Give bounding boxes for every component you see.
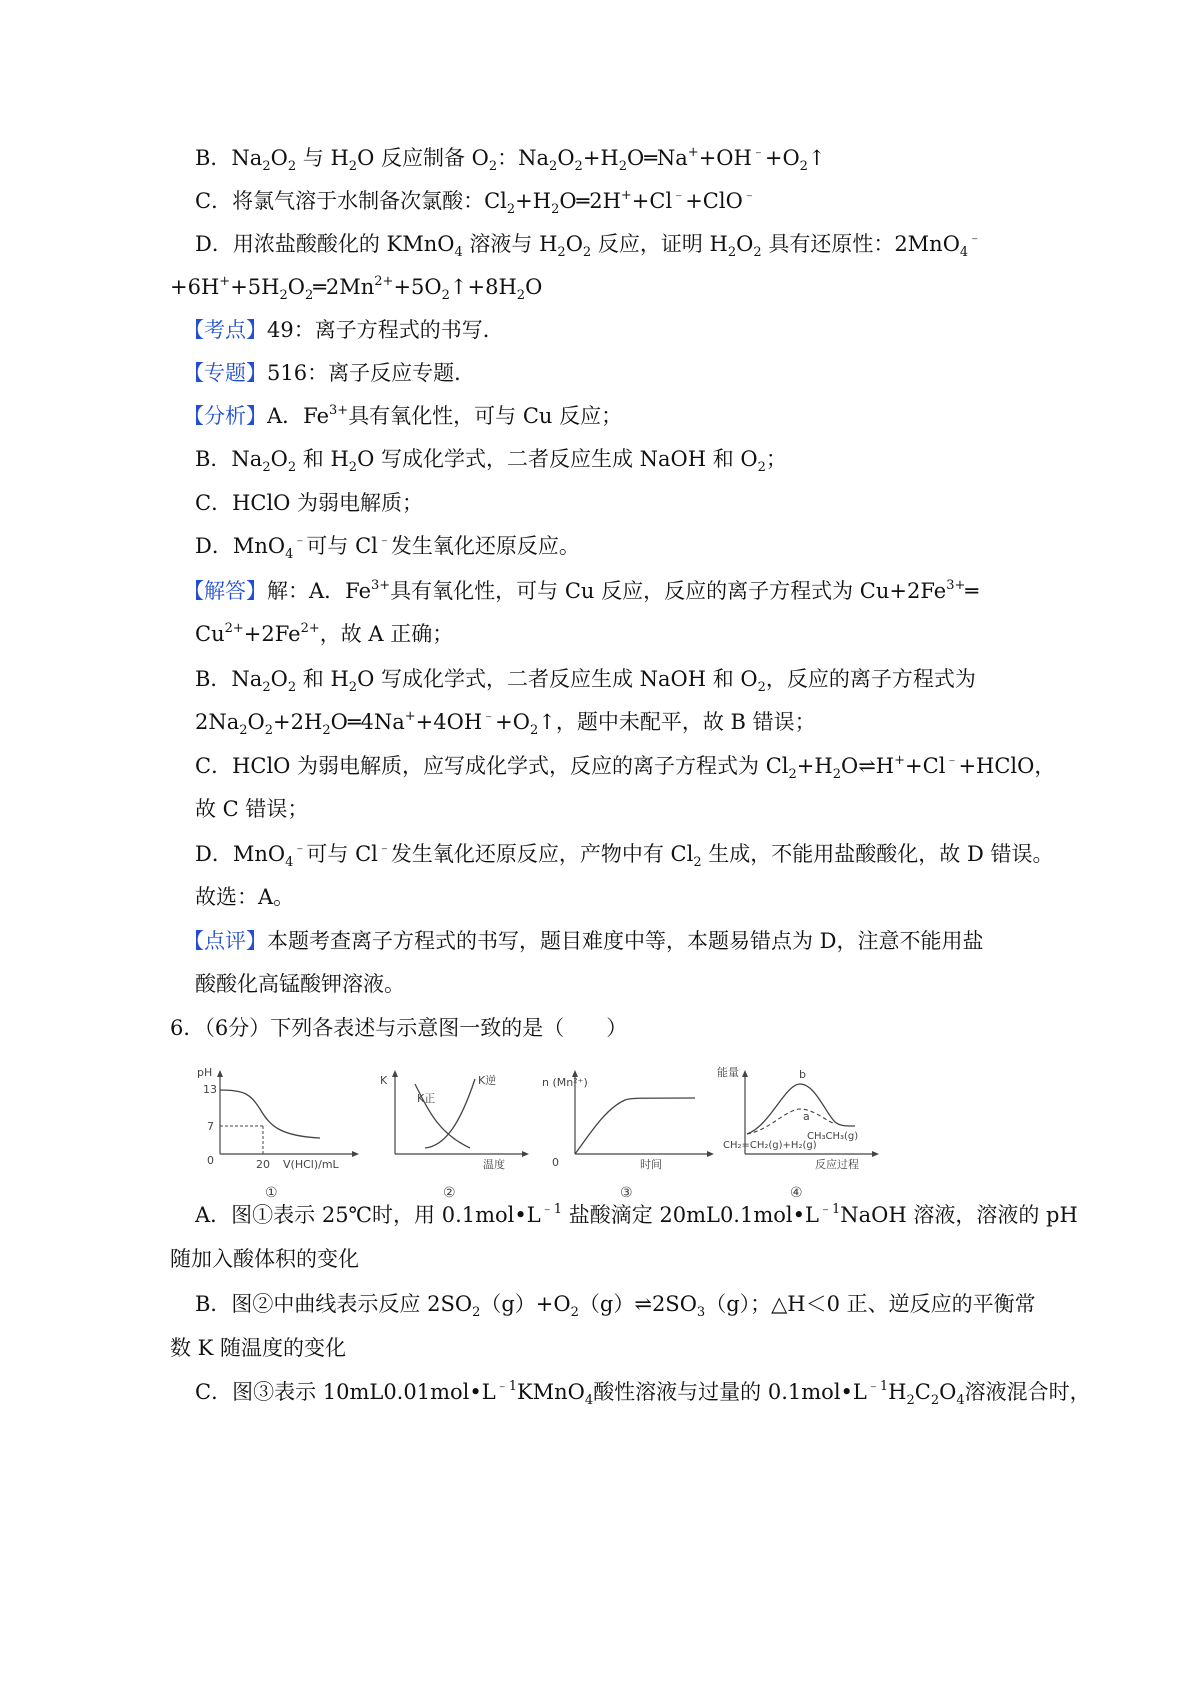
jieda-d: D．MnO$_4$﹣可与 Cl﹣发生氧化还原反应，产物中有 $Cl_2$ 生成，不能用盐酸酸化，故 D 错误。 xyxy=(195,841,1054,870)
figure-4 xyxy=(715,1064,885,1214)
q6-option-a-line2: 随加入酸体积的变化 xyxy=(170,1247,359,1271)
fenxi-d: D．MnO$_4$﹣可与 Cl﹣发生氧化还原反应。 xyxy=(195,533,580,562)
f4-ylabel: 能量 xyxy=(717,1066,739,1079)
figure-3 xyxy=(542,1064,720,1214)
f1-x0: 0 xyxy=(207,1154,214,1167)
q5-option-d-line2: $+6H^++5H_2O_2═2Mn^{2+}+5O_2↑+8H_2O$ xyxy=(170,274,543,303)
dianping-line1: 【点评】本题考查离子方程式的书写，题目难度中等，本题易错点为 D，注意不能用盐 xyxy=(183,929,984,953)
jieda-a-line2: $Cu^{2+}+2Fe^{2+}$，故 A 正确； xyxy=(195,621,454,646)
f1-xlabel: V(HCl)/mL xyxy=(283,1158,339,1171)
zhuanti: 【专题】516：离子反应专题． xyxy=(183,361,476,385)
q6-option-a-line1: A．图①表示 25℃时，用 $0.1mol•L^{﹣1}$ 盐酸滴定 $20mL0.1mol•L^{﹣1}NaOH$ 溶液，溶液的 pH xyxy=(195,1202,1078,1227)
dianping-line2: 酸酸化高锰酸钾溶液。 xyxy=(195,972,405,996)
f2-curve-k-ni xyxy=(425,1079,475,1148)
fenxi-c: C．HClO 为弱电解质； xyxy=(195,491,424,515)
figure-2 xyxy=(375,1064,545,1214)
f3-xlabel: 时间 xyxy=(640,1158,662,1171)
f1-curve xyxy=(220,1090,320,1138)
f3-number: ③ xyxy=(620,1185,633,1201)
q6-option-c-line1: C．图③表示 $10mL0.01mol•L^{﹣1}KMnO_4$酸性溶液与过量的 $0.1mol•L^{﹣1}H_2C_2O_4$溶液混合时， xyxy=(195,1379,1091,1408)
q6-stem: 6．（6分）下列各表述与示意图一致的是（ ） xyxy=(170,1016,628,1040)
figure-1 xyxy=(195,1064,365,1214)
f2-k-zheng-label: K正 xyxy=(417,1092,436,1105)
q5-option-c: C．将氯气溶于水制备次氯酸：$Cl_2+H_2O═2H^++Cl^﹣+ClO^﹣$ xyxy=(195,188,756,217)
f1-y13: 13 xyxy=(203,1083,217,1096)
dianping-tag: 【点评】 xyxy=(183,929,267,953)
answer-choice: 故选：A。 xyxy=(195,885,295,909)
f4-xlabel: 反应过程 xyxy=(815,1158,859,1171)
f3-ylabel: n (Mn²⁺) xyxy=(542,1076,588,1089)
jieda-a-line1: 【解答】解：A．$Fe^{3+}$具有氧化性，可与 Cu 反应，反应的离子方程式为 $Cu+2Fe^{3+}═$ xyxy=(183,578,979,603)
kaodian: 【考点】49：离子方程式的书写． xyxy=(183,318,504,342)
f1-number: ① xyxy=(265,1185,278,1201)
jieda-tag: 【解答】 xyxy=(183,579,267,603)
jieda-b-line2: $2Na_2O_2+2H_2O═4Na^++4OH^﹣+O_2↑$，题中未配平，故 B 错误； xyxy=(195,709,816,738)
kaodian-tag: 【考点】 xyxy=(183,318,267,342)
f2-number: ② xyxy=(443,1185,456,1201)
f4-curve-b xyxy=(747,1084,855,1134)
jieda-c-line1: C．HClO 为弱电解质，应写成化学式，反应的离子方程式为 $Cl_2+H_2O\rightleftharpoons H^++Cl^﹣+HClO$， xyxy=(195,753,1056,782)
fenxi-a: 【分析】A．$Fe^{3+}$具有氧化性，可与 Cu 反应； xyxy=(183,403,623,428)
f1-y7: 7 xyxy=(207,1120,214,1133)
f4-b-label: b xyxy=(799,1068,806,1081)
fenxi-tag: 【分析】 xyxy=(183,404,267,428)
f3-x0: 0 xyxy=(552,1156,559,1169)
q6-figures xyxy=(195,1064,1015,1214)
f1-ylabel: pH xyxy=(197,1066,213,1079)
f4-reactant-label: CH₂=CH₂(g)+H₂(g) xyxy=(723,1140,817,1151)
f2-xlabel: 温度 xyxy=(483,1158,505,1171)
zhuanti-tag: 【专题】 xyxy=(183,361,267,385)
f4-number: ④ xyxy=(790,1185,803,1201)
f3-curve xyxy=(575,1098,695,1154)
f2-k-ni-label: K逆 xyxy=(478,1074,497,1087)
f2-ylabel: K xyxy=(380,1074,388,1087)
jieda-b-line1: B．$Na_2O_2$ 和 $H_2O$ 写成化学式，二者反应生成 NaOH 和 $O_2$，反应的离子方程式为 xyxy=(195,667,976,695)
fenxi-b: B．$Na_2O_2$ 和 $H_2O$ 写成化学式，二者反应生成 NaOH 和 $O_2$； xyxy=(195,447,787,475)
f1-x20: 20 xyxy=(256,1158,270,1171)
q6-option-b-line2: 数 K 随温度的变化 xyxy=(170,1336,347,1360)
q5-option-d-line1: D．用浓盐酸酸化的 KMnO$_4$ 溶液与 $H_2O_2$ 反应，证明 $H_2O_2$ 具有还原性：2MnO$_4$﹣ xyxy=(195,231,982,260)
f4-product-label: CH₃CH₃(g) xyxy=(807,1131,859,1142)
f4-a-label: a xyxy=(803,1110,810,1123)
jieda-c-line2: 故 C 错误； xyxy=(195,797,309,821)
q6-option-b-line1: B．图②中曲线表示反应 $2SO_2(g)+O_2(g)\rightleftharpoons 2SO_3(g)$；△H＜0 正、逆反应的平衡常 xyxy=(195,1292,1036,1320)
q5-option-b: B．$Na_2O_2$ 与 $H_2O$ 反应制备 $O_2$：$Na_2O_2+H_2O═Na^++OH^﹣+O_2↑$ xyxy=(195,145,826,174)
